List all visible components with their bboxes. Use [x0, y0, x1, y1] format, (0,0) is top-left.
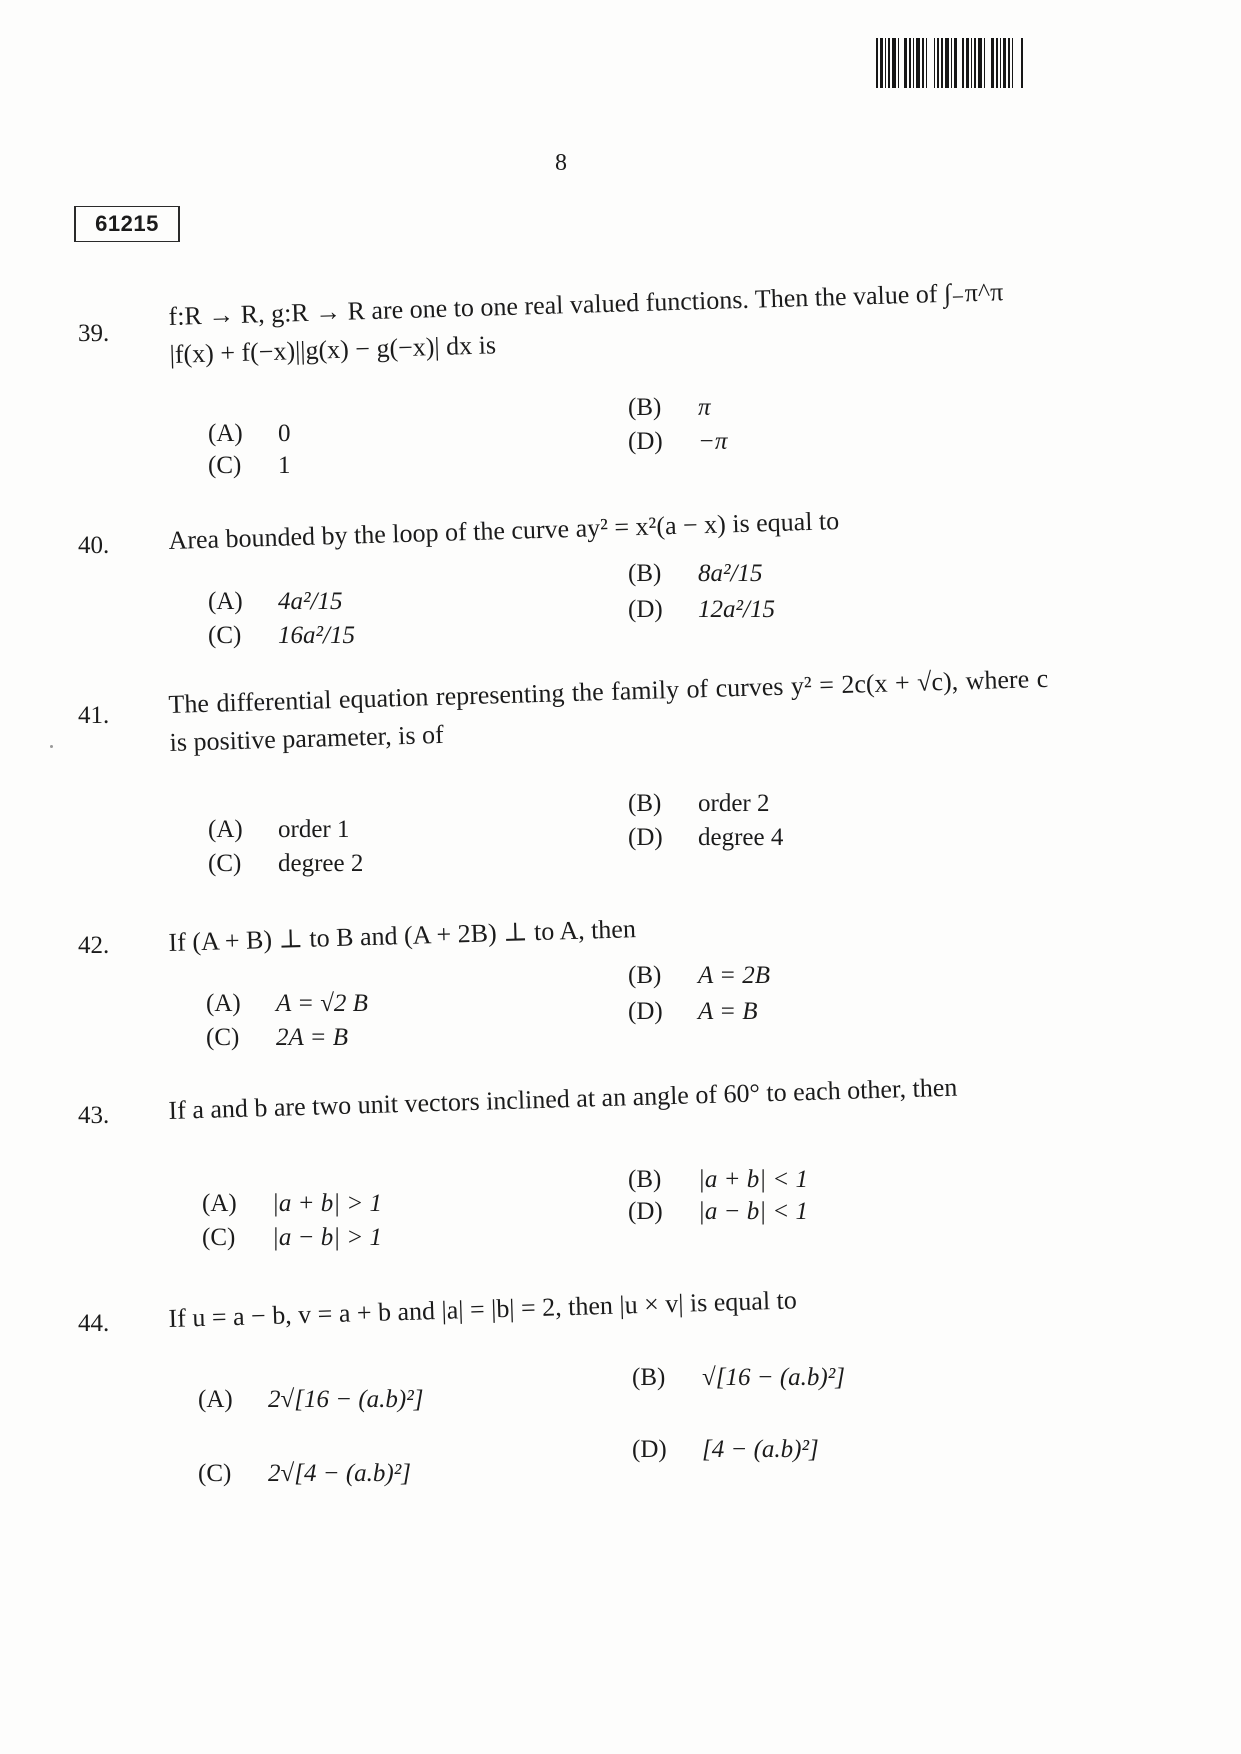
option-39-a	[208, 420, 291, 448]
paper-code-box: 61215	[74, 206, 180, 242]
option-label: (C)	[208, 850, 242, 877]
option-label: (C)	[208, 622, 242, 649]
option-40-a	[208, 588, 342, 616]
question-text: Area bounded by the loop of the curve ay² = x²(a − x) is equal to	[168, 506, 840, 555]
option-value: 4a²/15	[278, 588, 343, 615]
option-value: A = 2B	[698, 962, 770, 989]
barcode-bar	[888, 38, 890, 88]
option-value: degree 2	[278, 850, 364, 877]
option-42-b	[628, 962, 770, 990]
option-value: −π	[698, 428, 728, 455]
option-label: (D)	[628, 596, 663, 623]
scan-speck	[50, 745, 53, 748]
barcode-bar	[984, 38, 985, 88]
option-value: degree 4	[698, 824, 784, 851]
option-label: (C)	[206, 1024, 240, 1051]
option-label: (D)	[632, 1436, 667, 1463]
option-value: A = √2 B	[276, 990, 368, 1017]
question-text: If (A + B) ⊥ to B and (A + 2B) ⊥ to A, then	[168, 914, 637, 957]
question-number: 44.	[78, 1310, 110, 1337]
barcode-bar	[966, 38, 969, 88]
barcode-bar	[929, 38, 932, 88]
barcode-bar	[913, 38, 914, 88]
option-value: 2√[4 − (a.b)²]	[268, 1460, 411, 1487]
option-39-c	[208, 452, 291, 480]
barcode-bar	[951, 38, 952, 88]
option-label: (C)	[198, 1460, 232, 1487]
option-value: |a + b| > 1	[272, 1190, 382, 1217]
question-number: 39.	[78, 320, 110, 347]
option-value: A = B	[698, 998, 758, 1025]
barcode-bar	[971, 38, 972, 88]
option-label: (D)	[628, 428, 663, 455]
question-number: 42.	[78, 932, 110, 959]
option-label: (A)	[208, 816, 243, 843]
option-40-b	[628, 560, 762, 588]
option-value: π	[698, 394, 711, 421]
option-44-c	[198, 1460, 411, 1488]
barcode-bar	[987, 38, 989, 88]
barcode-bar	[898, 38, 899, 88]
barcode-bar	[922, 38, 924, 88]
option-label: (D)	[628, 824, 663, 851]
option-43-a	[202, 1190, 382, 1218]
option-value: |a − b| > 1	[272, 1224, 382, 1251]
option-value: |a + b| < 1	[698, 1166, 808, 1193]
option-41-b	[628, 790, 770, 818]
option-value: 1	[278, 452, 291, 479]
option-label: (B)	[632, 1364, 666, 1391]
barcode-bar	[962, 38, 964, 88]
question-text: If u = a − b, v = a + b and |a| = |b| = 2, then |u × v| is equal to	[168, 1285, 798, 1333]
barcode-bar	[1008, 38, 1010, 88]
barcode-bar	[978, 38, 982, 88]
option-value: 0	[278, 420, 291, 447]
page-number: 8	[555, 150, 567, 176]
option-label: (B)	[628, 790, 662, 817]
option-value: 2A = B	[276, 1024, 348, 1051]
option-value: 8a²/15	[698, 560, 763, 587]
question-number: 40.	[78, 532, 110, 559]
option-label: (C)	[202, 1224, 236, 1251]
option-label: (D)	[628, 1198, 663, 1225]
option-label: (A)	[206, 990, 241, 1017]
barcode-bar	[1000, 38, 1001, 88]
barcode-bar	[941, 38, 943, 88]
barcode-bar	[954, 38, 957, 88]
question-text: f:R → R, g:R → R are one to one real valued functions. Then the value of ∫₋π^π |f(x) + f(−x)||g(x) − g(−x)| dx is	[168, 277, 1004, 369]
option-value: 12a²/15	[698, 596, 775, 623]
option-value: √[16 − (a.b)²]	[702, 1364, 845, 1391]
option-value: 16a²/15	[278, 622, 355, 649]
option-label: (B)	[628, 962, 662, 989]
barcode-bar	[904, 38, 907, 88]
question-text: If a and b are two unit vectors inclined at an angle of 60° to each other, then	[168, 1072, 958, 1125]
option-40-c	[208, 622, 355, 650]
barcode-bar	[937, 38, 939, 88]
option-label: (A)	[202, 1190, 237, 1217]
option-label: (A)	[208, 588, 243, 615]
option-43-d	[628, 1198, 808, 1226]
option-value: order 1	[278, 816, 350, 843]
option-44-a	[198, 1386, 423, 1414]
option-44-d	[632, 1436, 819, 1464]
barcode-bar	[901, 38, 902, 88]
barcode-bar	[934, 38, 935, 88]
option-label: (B)	[628, 1166, 662, 1193]
barcode	[876, 38, 1068, 88]
option-label: (C)	[208, 452, 242, 479]
barcode-bar	[926, 38, 927, 88]
question-text: The differential equation representing the family of curves y² = 2c(x + √c), where c is positive parameter, is of	[168, 663, 1049, 757]
option-39-b	[628, 394, 711, 422]
barcode-bar	[1012, 38, 1013, 88]
option-42-d	[628, 998, 757, 1026]
option-41-d	[628, 824, 783, 852]
option-41-a	[208, 816, 350, 844]
option-42-c	[206, 1024, 348, 1052]
barcode-bar	[876, 38, 878, 88]
option-value: 2√[16 − (a.b)²]	[268, 1386, 424, 1413]
option-label: (B)	[628, 394, 662, 421]
question-number: 43.	[78, 1102, 110, 1129]
option-43-b	[628, 1166, 808, 1194]
barcode-bar	[880, 38, 883, 88]
barcode-bar	[909, 38, 911, 88]
option-value: [4 − (a.b)²]	[702, 1436, 819, 1463]
option-label: (A)	[198, 1386, 233, 1413]
barcode-bar	[916, 38, 920, 88]
barcode-bar	[1021, 38, 1023, 88]
option-41-c	[208, 850, 363, 878]
barcode-bar	[996, 38, 998, 88]
barcode-bar	[991, 38, 994, 88]
option-label: (B)	[628, 560, 662, 587]
option-label: (D)	[628, 998, 663, 1025]
option-44-b	[632, 1364, 845, 1392]
barcode-bar	[974, 38, 976, 88]
option-39-d	[628, 428, 727, 456]
option-42-a	[206, 990, 368, 1018]
barcode-bar	[885, 38, 886, 88]
question-number: 41.	[78, 702, 110, 729]
option-value: |a − b| < 1	[698, 1198, 808, 1225]
option-label: (A)	[208, 420, 243, 447]
option-43-c	[202, 1224, 382, 1252]
barcode-bar	[945, 38, 949, 88]
barcode-bar	[1003, 38, 1006, 88]
barcode-bar	[892, 38, 896, 88]
barcode-bar	[1015, 38, 1019, 88]
option-40-d	[628, 596, 775, 624]
option-value: order 2	[698, 790, 770, 817]
barcode-bar	[959, 38, 960, 88]
